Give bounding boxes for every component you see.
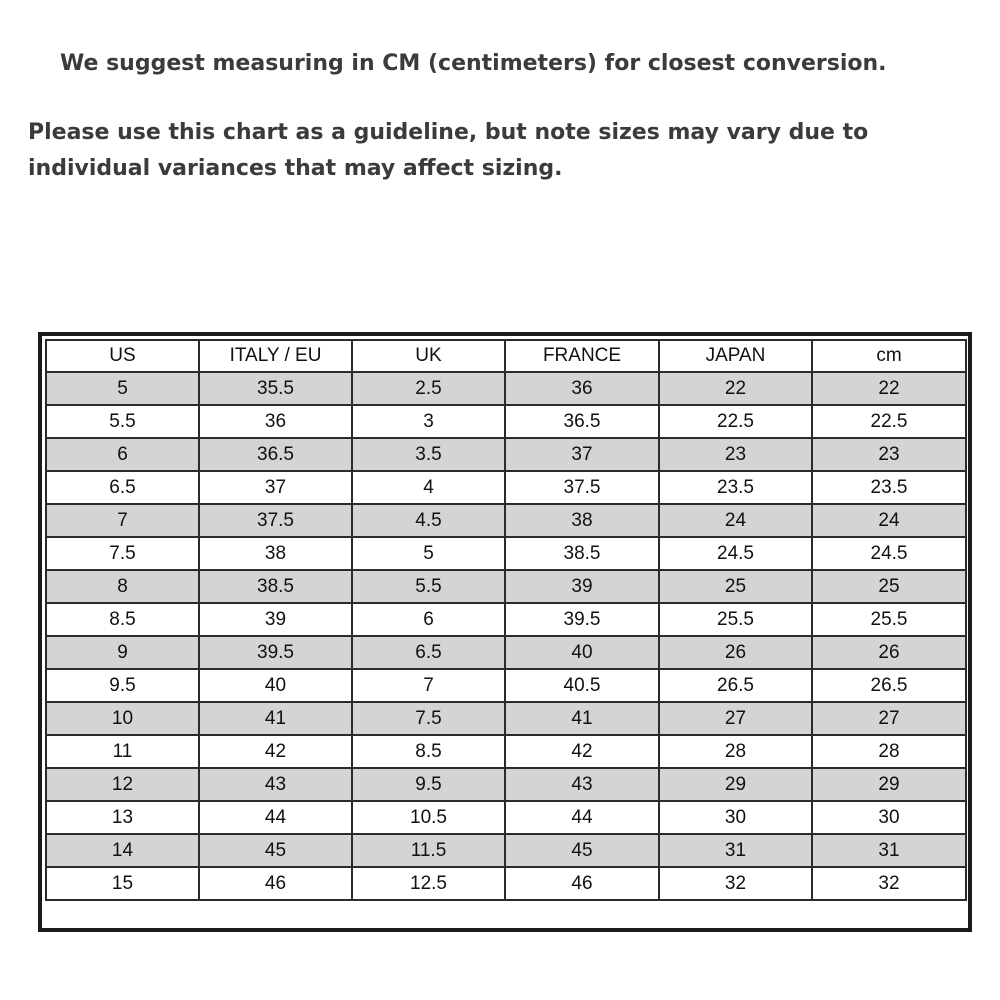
- cell-us: 6: [46, 438, 199, 471]
- cell-japan: 31: [659, 834, 812, 867]
- cell-cm: 30: [812, 801, 966, 834]
- cell-japan: 25: [659, 570, 812, 603]
- cell-japan: 30: [659, 801, 812, 834]
- cell-japan: 24.5: [659, 537, 812, 570]
- cell-uk: 7: [352, 669, 505, 702]
- table-row: [46, 702, 966, 735]
- cell-uk: 11.5: [352, 834, 505, 867]
- cell-france: 40: [505, 636, 659, 669]
- cell-italy-eu: 45: [199, 834, 352, 867]
- cell-france: 46: [505, 867, 659, 900]
- cell-cm: 32: [812, 867, 966, 900]
- cell-cm: 26: [812, 636, 966, 669]
- cell-cm: 23: [812, 438, 966, 471]
- table-row: [46, 504, 966, 537]
- cell-uk: 4.5: [352, 504, 505, 537]
- cell-italy-eu: 41: [199, 702, 352, 735]
- table-row: [46, 669, 966, 702]
- cell-italy-eu: 40: [199, 669, 352, 702]
- header-us: US: [46, 340, 199, 372]
- cell-uk: 3: [352, 405, 505, 438]
- table-row: [46, 867, 966, 900]
- cell-us: 9.5: [46, 669, 199, 702]
- cell-uk: 3.5: [352, 438, 505, 471]
- cell-us: 8.5: [46, 603, 199, 636]
- table-row: [46, 372, 966, 405]
- cell-cm: 25: [812, 570, 966, 603]
- table-row: [46, 405, 966, 438]
- cell-italy-eu: 39.5: [199, 636, 352, 669]
- cell-france: 38: [505, 504, 659, 537]
- cell-us: 14: [46, 834, 199, 867]
- cell-japan: 28: [659, 735, 812, 768]
- cell-italy-eu: 46: [199, 867, 352, 900]
- cell-france: 44: [505, 801, 659, 834]
- cell-cm: 23.5: [812, 471, 966, 504]
- cell-cm: 27: [812, 702, 966, 735]
- table-row: [46, 801, 966, 834]
- header-italy-eu: ITALY / EU: [199, 340, 352, 372]
- cell-italy-eu: 38: [199, 537, 352, 570]
- cell-france: 39: [505, 570, 659, 603]
- cell-italy-eu: 37: [199, 471, 352, 504]
- cell-cm: 24: [812, 504, 966, 537]
- cell-italy-eu: 42: [199, 735, 352, 768]
- cell-uk: 6: [352, 603, 505, 636]
- cell-uk: 4: [352, 471, 505, 504]
- cell-france: 37.5: [505, 471, 659, 504]
- table-row: [46, 537, 966, 570]
- table-row: [46, 768, 966, 801]
- cell-italy-eu: 37.5: [199, 504, 352, 537]
- cell-us: 11: [46, 735, 199, 768]
- cell-france: 45: [505, 834, 659, 867]
- cell-uk: 5: [352, 537, 505, 570]
- cell-italy-eu: 35.5: [199, 372, 352, 405]
- cell-japan: 24: [659, 504, 812, 537]
- header-uk: UK: [352, 340, 505, 372]
- cell-cm: 22: [812, 372, 966, 405]
- cell-japan: 27: [659, 702, 812, 735]
- cell-us: 5: [46, 372, 199, 405]
- cell-japan: 26: [659, 636, 812, 669]
- cell-italy-eu: 36: [199, 405, 352, 438]
- size-chart-frame: [38, 332, 972, 932]
- cell-japan: 23: [659, 438, 812, 471]
- cell-france: 40.5: [505, 669, 659, 702]
- cell-italy-eu: 43: [199, 768, 352, 801]
- cell-uk: 7.5: [352, 702, 505, 735]
- cell-cm: 29: [812, 768, 966, 801]
- cell-japan: 26.5: [659, 669, 812, 702]
- cell-us: 5.5: [46, 405, 199, 438]
- cell-italy-eu: 39: [199, 603, 352, 636]
- cell-us: 7: [46, 504, 199, 537]
- cell-cm: 28: [812, 735, 966, 768]
- table-row: [46, 570, 966, 603]
- cell-cm: 24.5: [812, 537, 966, 570]
- cell-cm: 25.5: [812, 603, 966, 636]
- cell-uk: 5.5: [352, 570, 505, 603]
- cell-japan: 22.5: [659, 405, 812, 438]
- table-row: [46, 834, 966, 867]
- table-body: [46, 372, 966, 900]
- cell-us: 9: [46, 636, 199, 669]
- cell-us: 8: [46, 570, 199, 603]
- cell-us: 7.5: [46, 537, 199, 570]
- cell-cm: 22.5: [812, 405, 966, 438]
- cell-us: 6.5: [46, 471, 199, 504]
- cell-japan: 32: [659, 867, 812, 900]
- cell-france: 36.5: [505, 405, 659, 438]
- cell-uk: 10.5: [352, 801, 505, 834]
- cell-france: 41: [505, 702, 659, 735]
- table-row: [46, 735, 966, 768]
- cell-uk: 2.5: [352, 372, 505, 405]
- cell-us: 12: [46, 768, 199, 801]
- cell-uk: 6.5: [352, 636, 505, 669]
- table-row: [46, 636, 966, 669]
- table-row: [46, 438, 966, 471]
- header-france: FRANCE: [505, 340, 659, 372]
- size-conversion-table: [45, 339, 967, 901]
- cell-uk: 9.5: [352, 768, 505, 801]
- guideline-disclaimer-text: Please use this chart as a guideline, but note sizes may vary due to individual variances that may affect sizing.: [28, 120, 869, 181]
- header-cm: cm: [812, 340, 966, 372]
- table-header-row: [46, 340, 966, 372]
- cell-us: 15: [46, 867, 199, 900]
- table-row: [46, 471, 966, 504]
- table-row: [46, 603, 966, 636]
- cell-us: 10: [46, 702, 199, 735]
- cell-japan: 25.5: [659, 603, 812, 636]
- cell-france: 43: [505, 768, 659, 801]
- cell-italy-eu: 44: [199, 801, 352, 834]
- cell-uk: 8.5: [352, 735, 505, 768]
- cell-us: 13: [46, 801, 199, 834]
- cell-japan: 29: [659, 768, 812, 801]
- cell-cm: 26.5: [812, 669, 966, 702]
- cell-france: 42: [505, 735, 659, 768]
- cell-france: 36: [505, 372, 659, 405]
- cell-france: 37: [505, 438, 659, 471]
- cell-france: 39.5: [505, 603, 659, 636]
- cell-france: 38.5: [505, 537, 659, 570]
- header-japan: JAPAN: [659, 340, 812, 372]
- measuring-tip-text: We suggest measuring in CM (centimeters) for closest conversion.: [60, 51, 887, 76]
- cell-japan: 23.5: [659, 471, 812, 504]
- cell-japan: 22: [659, 372, 812, 405]
- cell-italy-eu: 38.5: [199, 570, 352, 603]
- cell-cm: 31: [812, 834, 966, 867]
- cell-italy-eu: 36.5: [199, 438, 352, 471]
- cell-uk: 12.5: [352, 867, 505, 900]
